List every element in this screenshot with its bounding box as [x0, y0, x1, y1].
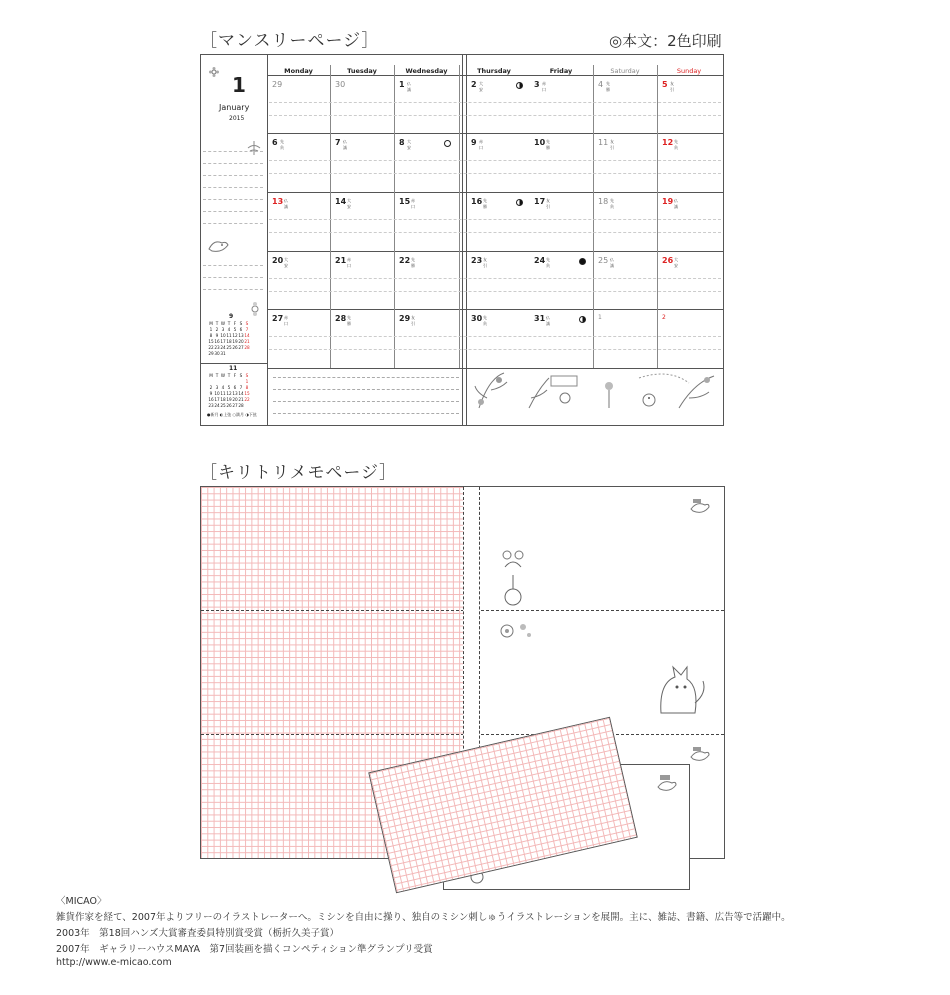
bird-icon: [206, 235, 230, 257]
rokuyo-label: 仏滅: [407, 81, 411, 92]
rokuyo-label: 先負: [674, 139, 678, 150]
monthly-section-title: ［マンスリーページ］: [200, 31, 380, 51]
day-number: 6: [272, 138, 278, 147]
print-note: ◎本文：2色印刷: [609, 32, 722, 50]
rokuyo-label: 先負: [546, 257, 550, 268]
day-number: 13: [272, 197, 284, 206]
moon-phase-icon: [516, 199, 523, 206]
weekday-header-saturday: Saturday: [610, 67, 640, 75]
day-number: 28: [335, 314, 347, 323]
monthly-illustration-strip: [469, 368, 719, 418]
day-number: 24: [534, 256, 546, 265]
rokuyo-label: 仏滅: [546, 315, 550, 326]
bird-with-hat-icon: [687, 495, 711, 517]
day-number: 10: [534, 138, 546, 147]
mini-calendar-next: M T W T F S S 1 2 3 4 5 6 7 8 9 101112131415 16171819202122 232425262728: [208, 373, 250, 408]
footer-line1: 雑貨作家を経て、2007年よりフリーのイラストレーターへ。ミシンを自由に操り、独自のミシン刺しゅうイラストレーションを展開。主に、雑誌、書籍、広告等で活躍中。: [56, 912, 791, 923]
weekday-header-tuesday: Tuesday: [347, 67, 377, 75]
rokuyo-label: 仏滅: [610, 257, 614, 268]
botanical-illustration-icon: [469, 368, 719, 418]
weekday-header-sunday: Sunday: [676, 67, 702, 75]
rokuyo-label: 仏滅: [674, 198, 678, 209]
moon-legend: ●新月 ◐上弦 ○満月 ◑下弦: [207, 412, 257, 417]
day-number: 19: [662, 197, 674, 206]
rokuyo-label: 仏滅: [284, 198, 288, 209]
weekday-header-wednesday: Wednesday: [405, 67, 448, 75]
rokuyo-label: 友引: [411, 315, 415, 326]
rokuyo-label: 大安: [407, 139, 411, 150]
rokuyo-label: 赤口: [411, 198, 415, 209]
rokuyo-label: 友引: [610, 139, 614, 150]
weekday-header-monday: Monday: [284, 67, 313, 75]
day-number: 9: [471, 138, 477, 147]
day-number: 4: [598, 80, 604, 89]
moon-phase-icon: [444, 140, 451, 147]
day-number: 8: [399, 138, 405, 147]
month-name: January: [219, 103, 250, 112]
month-number: 1: [232, 73, 246, 97]
day-number: 22: [399, 256, 411, 265]
rokuyo-label: 友引: [546, 198, 550, 209]
footer-line3: 2007年 ギャラリーハウスMAYA 第7回装画を描くコンペティション準グランプリ受賞: [56, 944, 433, 955]
day-number: 20: [272, 256, 284, 265]
rokuyo-label: 先勝: [546, 139, 550, 150]
footer-line2: 2003年 第18回ハンズ大賞審査委員特別賞受賞（栃折久美子賞）: [56, 928, 339, 939]
day-number: 15: [399, 197, 411, 206]
rokuyo-label: 友引: [483, 257, 487, 268]
rokuyo-label: 赤口: [284, 315, 288, 326]
rokuyo-label: 先負: [610, 198, 614, 209]
rokuyo-label: 先勝: [411, 257, 415, 268]
day-number: 30: [335, 80, 346, 89]
memo-section-title: ［キリトリメモページ］: [200, 463, 398, 483]
rokuyo-label: 先負: [280, 139, 284, 150]
flower-stem-icon: [245, 139, 263, 157]
day-number: 23: [471, 256, 483, 265]
rokuyo-label: 友引: [670, 81, 674, 92]
day-number: 2: [471, 80, 477, 89]
day-number: 2: [662, 314, 666, 321]
year: 2015: [229, 115, 245, 122]
day-number: 3: [534, 80, 540, 89]
day-number: 12: [662, 138, 674, 147]
day-number: 5: [662, 80, 668, 89]
day-number: 16: [471, 197, 483, 206]
day-number: 26: [662, 256, 674, 265]
rokuyo-label: 赤口: [479, 139, 483, 150]
bird-with-hat-icon-3: [654, 771, 680, 795]
day-number: 29: [272, 80, 283, 89]
moon-phase-icon: [579, 258, 586, 265]
day-number: 25: [598, 256, 609, 265]
rokuyo-label: 大安: [674, 257, 678, 268]
mini-cal-prev-title: 9: [229, 313, 234, 320]
footer-author: 〈MICAO〉: [56, 896, 107, 907]
rokuyo-label: 赤口: [347, 257, 351, 268]
rokuyo-label: 先勝: [606, 81, 610, 92]
footer-url[interactable]: http://www.e-micao.com: [56, 957, 172, 968]
day-number: 30: [471, 314, 483, 323]
moon-phase-icon: [579, 316, 586, 323]
mini-cal-next-title: 11: [229, 365, 238, 372]
rokuyo-label: 先勝: [347, 315, 351, 326]
weekday-header-friday: Friday: [549, 67, 573, 75]
cat-icon: [651, 663, 711, 723]
moon-phase-icon: [516, 82, 523, 89]
day-number: 11: [598, 138, 609, 147]
small-flower-icon: [247, 301, 263, 317]
calendar-sidebar: [201, 55, 268, 425]
day-number: 14: [335, 197, 347, 206]
monthly-calendar-page: [200, 54, 724, 426]
rokuyo-label: 仏滅: [343, 139, 347, 150]
day-number: 18: [598, 197, 609, 206]
rokuyo-label: 大安: [284, 257, 288, 268]
day-number: 1: [399, 80, 405, 89]
rokuyo-label: 先負: [483, 315, 487, 326]
mini-calendar-prev: M T W T F S S 1 2 3 4 5 6 7 8 9 1011121314 15161718192021 22232425262728 293031: [208, 321, 250, 356]
rokuyo-label: 赤口: [542, 81, 546, 92]
rokuyo-label: 大安: [479, 81, 483, 92]
day-number: 7: [335, 138, 341, 147]
day-number: 1: [598, 314, 602, 321]
bird-with-hat-icon-2: [687, 743, 711, 765]
rokuyo-label: 大安: [347, 198, 351, 209]
day-number: 29: [399, 314, 411, 323]
rokuyo-label: 先勝: [483, 198, 487, 209]
day-number: 17: [534, 197, 546, 206]
day-number: 31: [534, 314, 546, 323]
flower-cluster-icon: [495, 617, 535, 647]
flower-icon: [209, 67, 219, 77]
weekday-header-thursday: Thursday: [477, 67, 511, 75]
day-number: 27: [272, 314, 284, 323]
unicycle-girl-icon: [493, 547, 533, 607]
day-number: 21: [335, 256, 347, 265]
